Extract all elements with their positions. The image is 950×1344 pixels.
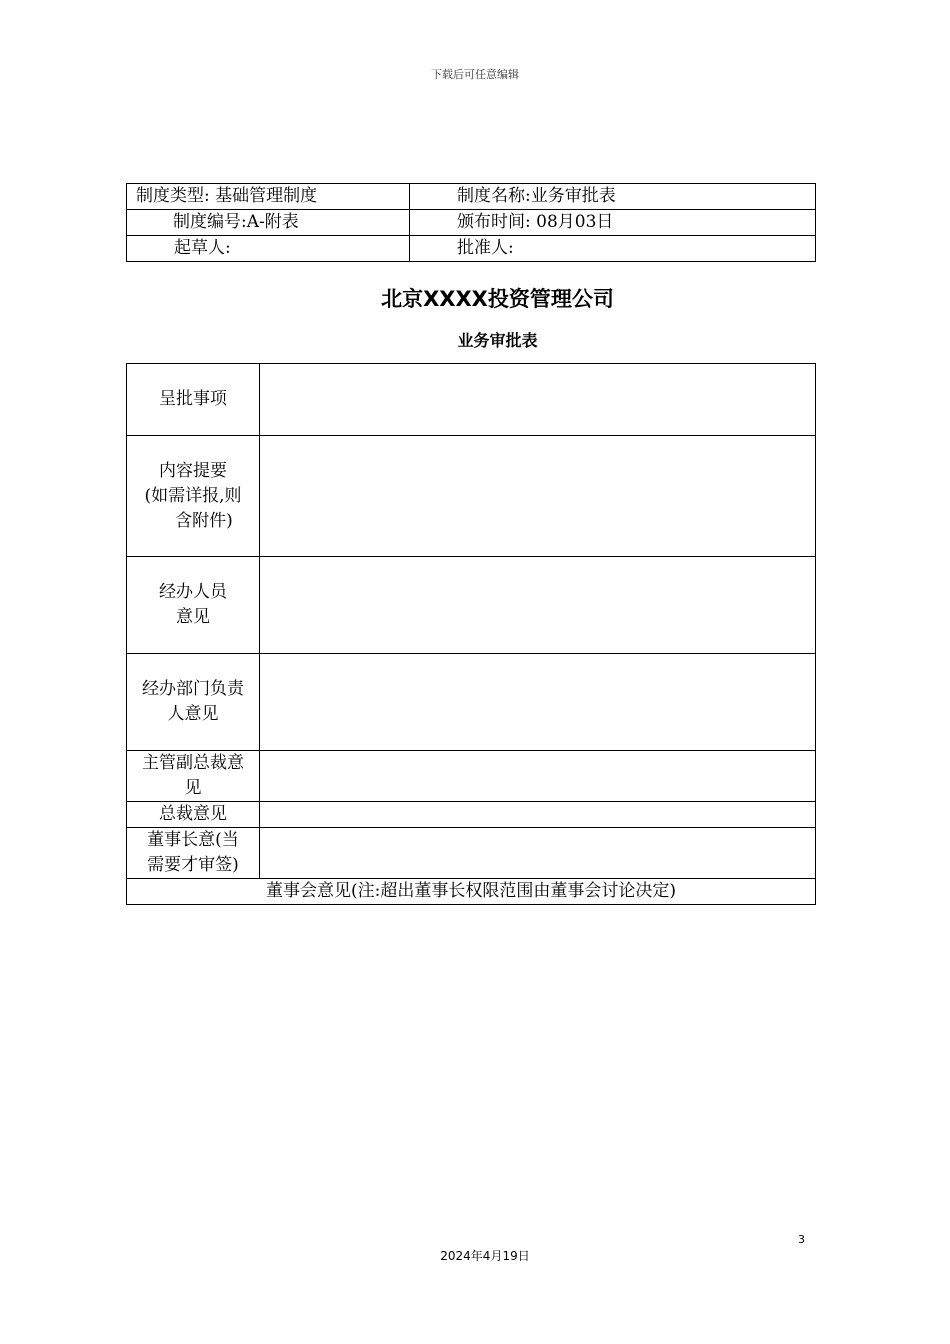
footer-date: 2024年4月19日 xyxy=(440,1249,530,1263)
approval-form-table xyxy=(126,363,816,905)
meta-row xyxy=(127,210,816,236)
summary-field[interactable] xyxy=(260,436,816,557)
drafter-cell: 起草人: xyxy=(127,236,410,262)
matter-field[interactable] xyxy=(260,364,816,436)
summary-label: 内容提要 (如需详报,则 含附件) xyxy=(127,436,260,557)
dept-head-opinion-label: 经办部门负责 人意见 xyxy=(127,654,260,751)
form-row xyxy=(127,436,816,557)
header-note: 下载后可任意编辑 xyxy=(431,68,519,81)
meta-row xyxy=(127,184,816,210)
vp-opinion-label: 主管副总裁意 见 xyxy=(127,751,260,802)
board-opinion-row: 董事会意见(注:超出董事长权限范围由董事会讨论决定) xyxy=(127,879,816,905)
matter-label: 呈批事项 xyxy=(127,364,260,436)
form-row xyxy=(127,879,816,905)
page-number: 3 xyxy=(798,1233,805,1246)
handler-opinion-field[interactable] xyxy=(260,557,816,654)
chairman-opinion-label: 董事长意(当 需要才审签) xyxy=(127,828,260,879)
meta-row xyxy=(127,236,816,262)
form-row xyxy=(127,802,816,828)
vp-opinion-field[interactable] xyxy=(260,751,816,802)
document-meta-table xyxy=(126,183,816,262)
form-row xyxy=(127,828,816,879)
policy-name-cell: 制度名称:业务审批表 xyxy=(410,184,816,210)
company-name: 北京XXXX投资管理公司 xyxy=(381,287,614,311)
form-row xyxy=(127,751,816,802)
approver-cell: 批准人: xyxy=(410,236,816,262)
issue-date-cell: 颁布时间: 08月03日 xyxy=(410,210,816,236)
dept-head-opinion-field[interactable] xyxy=(260,654,816,751)
chairman-opinion-field[interactable] xyxy=(260,828,816,879)
form-row xyxy=(127,557,816,654)
form-row xyxy=(127,654,816,751)
form-title: 业务审批表 xyxy=(457,331,538,350)
president-opinion-field[interactable] xyxy=(260,802,816,828)
handler-opinion-label: 经办人员 意见 xyxy=(127,557,260,654)
president-opinion-label: 总裁意见 xyxy=(127,802,260,828)
form-row xyxy=(127,364,816,436)
policy-type-cell: 制度类型: 基础管理制度 xyxy=(127,184,410,210)
policy-number-cell: 制度编号:A-附表 xyxy=(127,210,410,236)
